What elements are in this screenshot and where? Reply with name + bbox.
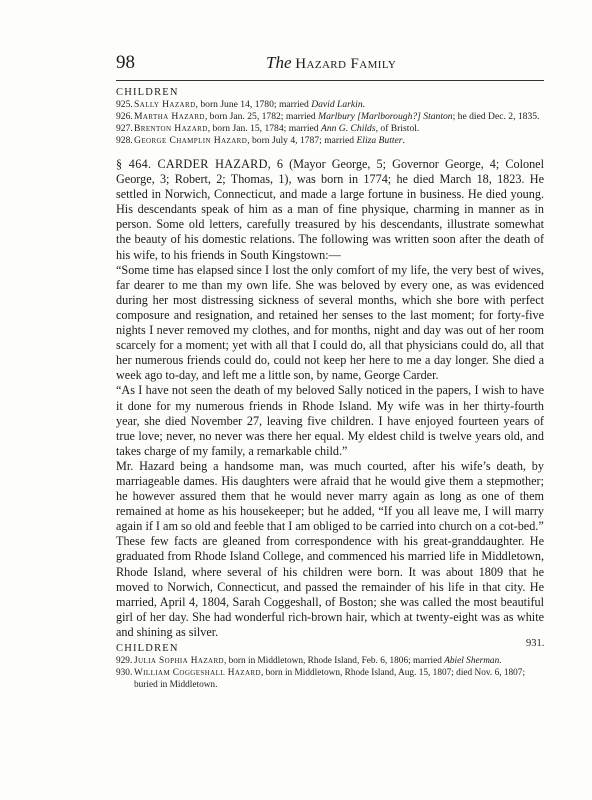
book-page bbox=[116, 52, 544, 691]
list-item: 927.Brenton Hazard, born Jan. 15, 1784; married Ann G. Childs, of Bristol. bbox=[116, 123, 420, 134]
list-item: 925.Sally Hazard, born June 14, 1780; married David Larkin. bbox=[116, 99, 366, 110]
children-list-2 bbox=[116, 655, 544, 691]
children-heading: CHILDREN bbox=[116, 643, 179, 654]
section-intro: § 464. CARDER HAZARD, 6 (Mayor George, 5; Governor George, 4; Colonel George, 3; Robert, 2; Thomas, 1), was born in 1774; he died March 18, 1823. He settled in Norwich, Connecticut, and made a large fortune in business. He died young. His descendants speak of him as a man of fine physique, charming in manner as in person. Some old letters, carefully treasured by his descendants, illustrate somewhat the beauty of his domestic relations. The following was written soon after the death of his wife, to his friends in South Kingstown:— bbox=[116, 157, 544, 262]
page-number: 98 bbox=[116, 52, 135, 73]
body-paragraph-4: These few facts are gleaned from correspondence with his great-granddaughter. He graduated from Rhode Island College, and commenced his married life in Middletown, Rhode Island, where several of his children were born. It was about 1809 that he moved to Norwich, Connecticut, and passed the remainder of his life in that city. He married, April 4, 1804, Sarah Coggeshall, of Boston; she was called the most beautiful girl of her day. She had wonderful rich-brown hair, which at twenty-eight was as white and shining as silver. bbox=[116, 534, 544, 639]
list-item: 926.Martha Hazard, born Jan. 25, 1782; married Marlbury [Marlborough?] Stanton; he died Dec. 2, 1835. bbox=[116, 111, 540, 122]
list-item: 930. William Coggeshall Hazard, born in Middletown, Rhode Island, Aug. 15, 1807; died Nov. 6, 1807; buried in Middletown. bbox=[116, 668, 526, 690]
letter-paragraph-2: “As I have not seen the death of my beloved Sally noticed in the papers, I wish to have it done for my numerous friends in Rhode Island. My wife was in her thirty-fourth year, she died November 27, leaving five children. I have enjoyed fourteen years of true love; never, no never was there her equal. My eldest child is twelve years old, and takes charge of my family, a remarkable child.” bbox=[116, 383, 544, 458]
letter-paragraph-1: “Some time has elapsed since I lost the only comfort of my life, the very best of wives, far dearer to me than my own life. She was beloved by every one, as was evidenced during her most distressing sickness of several months, which she bore with perfect composure and resignation, and retained her senses to the last moment; for forty-five nights I never removed my clothes, and for months, night and day was out of her room scarcely for a moment; yet with all that I could do, all that physicians could do, all that her numerous friends could do, could not keep her here to me a day longer. She died a week ago to-day, and left me a little son, by name, George Carder. bbox=[116, 262, 544, 383]
section-464 bbox=[116, 157, 544, 640]
list-item: 928.George Champlin Hazard, born July 4, 1787; married Eliza Butter. bbox=[116, 135, 405, 146]
list-item: 929. Julia Sophia Hazard, born in Middletown, Rhode Island, Feb. 6, 1806; married Abiel Sherman. bbox=[116, 656, 502, 666]
children-heading: CHILDREN bbox=[116, 87, 179, 98]
children-list-1 bbox=[116, 99, 544, 147]
section-heading: CARDER HAZARD bbox=[157, 157, 268, 171]
running-head: The Hazard Family bbox=[266, 53, 397, 72]
page-header bbox=[116, 52, 544, 76]
continuation-number: 931. bbox=[526, 638, 545, 649]
body-paragraph-3: Mr. Hazard being a handsome man, was much courted, after his wife’s death, by marriageable dames. His daughters were afraid that he would give them a stepmother; he however assured them that he would never marry again as long as one of them remained at home as his housekeeper; but he added, “If you all leave me, I will marry again if I am so old and feeble that I am obliged to be carried into church on a cot-bed.” bbox=[116, 458, 544, 534]
header-rule bbox=[116, 80, 544, 81]
